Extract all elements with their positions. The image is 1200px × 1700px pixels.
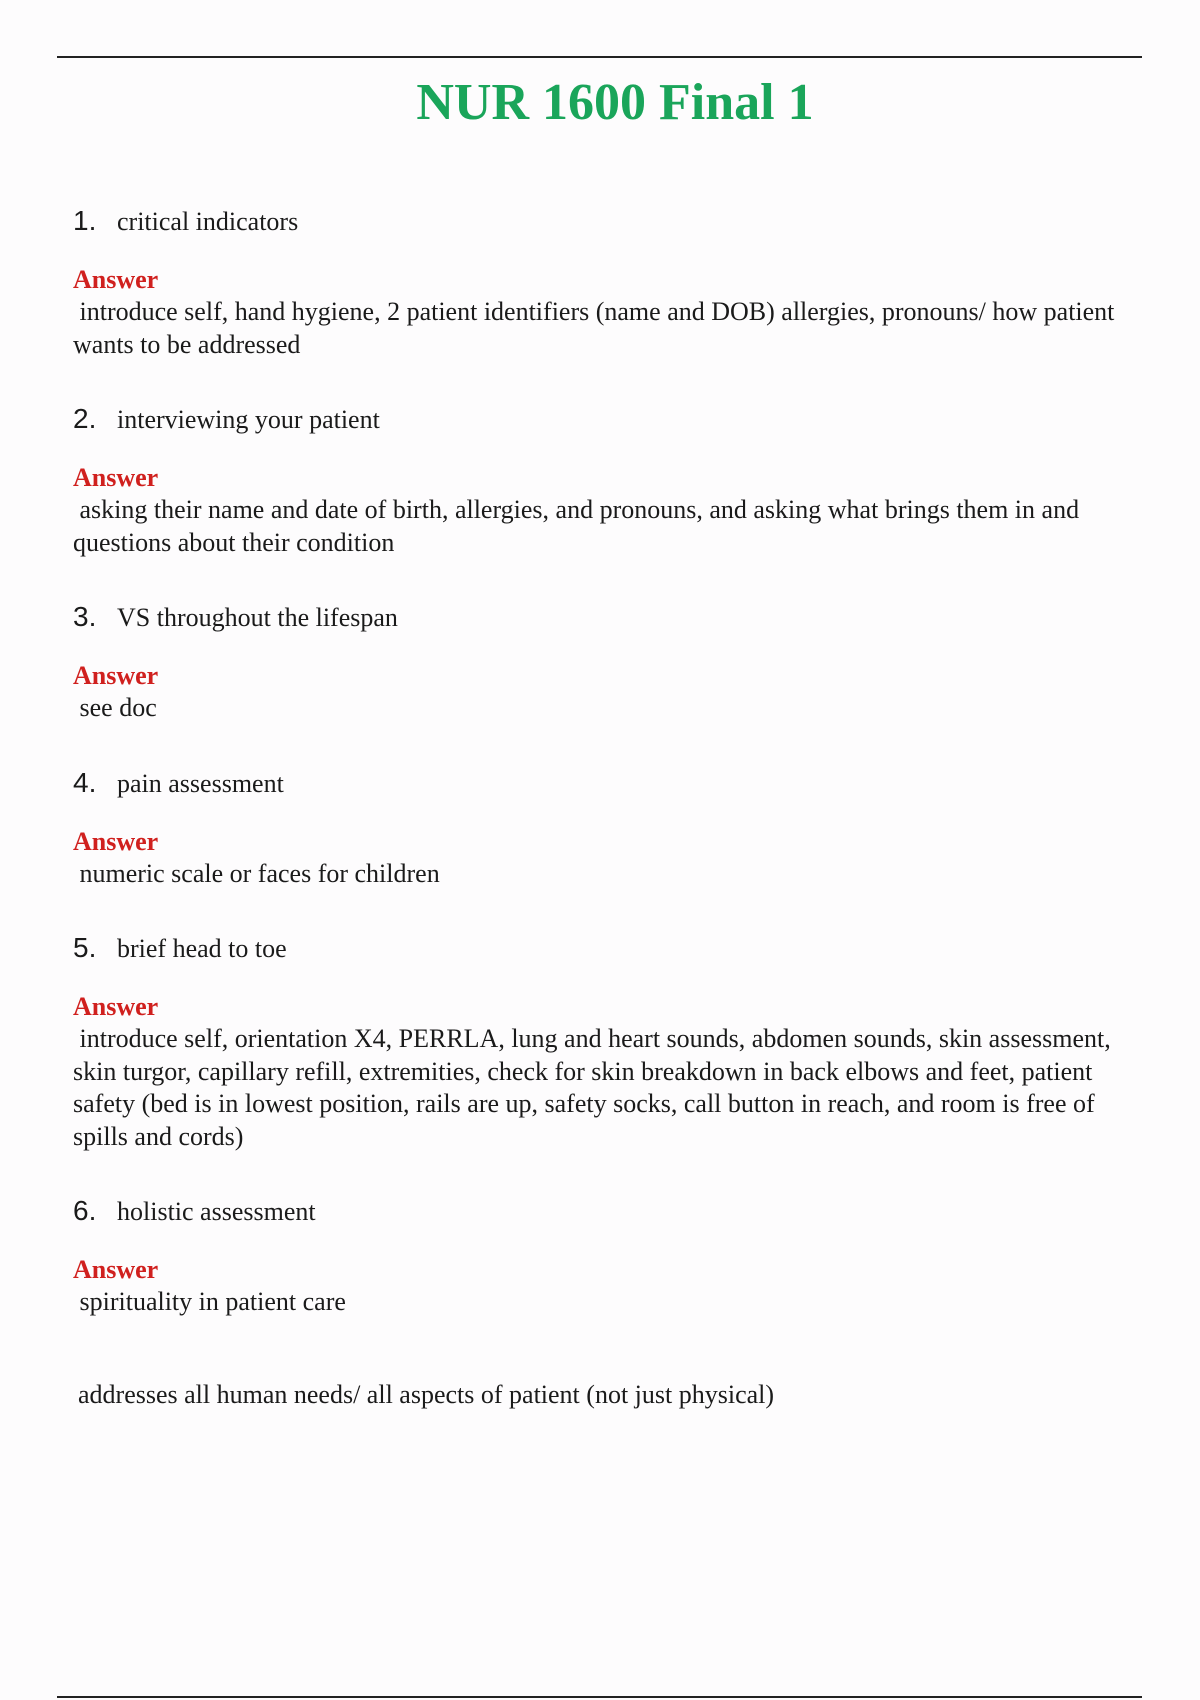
question-text: brief head to toe — [117, 934, 287, 963]
qa-item — [73, 932, 1133, 1153]
question — [73, 767, 1133, 800]
question — [73, 601, 1133, 634]
bottom-rule — [57, 1696, 1142, 1698]
qa-item — [73, 403, 1133, 559]
qa-list — [73, 205, 1133, 1453]
question — [73, 403, 1133, 436]
question-number: 3. — [73, 601, 97, 632]
question-text: pain assessment — [117, 768, 284, 798]
top-rule — [57, 56, 1142, 58]
answer-label: Answer — [73, 463, 159, 492]
answer-label: Answer — [73, 1255, 159, 1284]
answer-label: Answer — [73, 265, 159, 294]
answer-text: introduce self, hand hygiene, 2 patient identifiers (name and DOB) allergies, pronouns/ how patient wants to be addressed — [73, 297, 1121, 359]
question — [73, 205, 1133, 238]
answer-extra-text: addresses all human needs/ all aspects of patient (not just physical) — [78, 1379, 775, 1409]
answer-text: introduce self, orientation X4, PERRLA, lung and heart sounds, abdomen sounds, skin assessment, skin turgor, capillary refill, extremities, check for skin breakdown in back elbows and feet, patient safety (bed is in lowest position, rails are up, safety socks, call button in reach, and room is free of spills and cords) — [73, 1024, 1118, 1151]
question-text: VS throughout the lifespan — [117, 603, 398, 632]
question-text: critical indicators — [117, 207, 299, 236]
question-number: 6. — [73, 1195, 97, 1226]
qa-item — [73, 601, 1133, 725]
question — [73, 932, 1133, 965]
answer-label: Answer — [73, 992, 159, 1021]
qa-item — [73, 205, 1133, 361]
question — [73, 1195, 1133, 1228]
question-text: interviewing your patient — [117, 405, 380, 434]
qa-item — [73, 767, 1133, 891]
question-number: 2. — [73, 403, 97, 434]
question-number: 5. — [73, 932, 97, 963]
answer-label: Answer — [73, 826, 159, 856]
page-title: NUR 1600 Final 1 — [416, 74, 814, 131]
question-number: 1. — [73, 205, 97, 236]
answer-text: asking their name and date of birth, allergies, and pronouns, and asking what brings them in and questions about their condition — [73, 495, 1086, 557]
answer-text: spirituality in patient care — [73, 1287, 346, 1316]
qa-item — [73, 1195, 1133, 1411]
answer-text: numeric scale or faces for children — [73, 858, 440, 888]
answer-text: see doc — [73, 693, 157, 722]
question-number: 4. — [73, 766, 97, 798]
answer-label: Answer — [73, 661, 159, 690]
question-text: holistic assessment — [117, 1197, 316, 1226]
